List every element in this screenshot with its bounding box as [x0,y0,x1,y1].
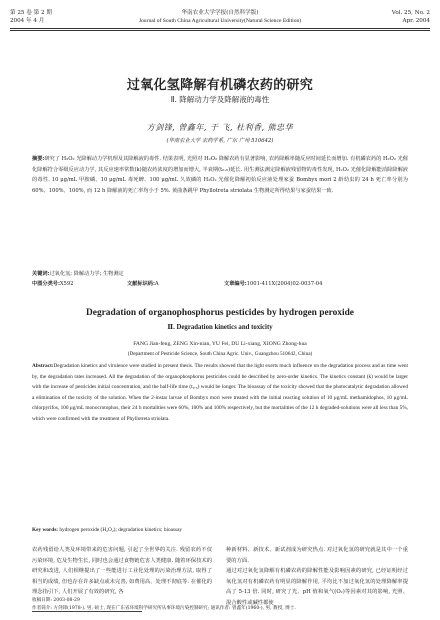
body-column-right: 种新材料、新技术、新试剂成为研究热点. 对过氧化氢的研究就是其中一个重要的方面. 通过对过氧化氢降解有机磷农药的降解性能及影响因素的研究, 已经证明经过氧化氢对有机磷农药有明显的降解作用, 平均比不加过氧化氢的处理降解率提高了 5-13 倍. 同时, 研究了光、pH 值和氧气(O₂)等因素对其的影响, 光照、混合酸性或碱性都使 [226,547,408,606]
authors-en: FANG Jian-feng, ZENG Xin-nian, YU Fei, DU Li-xiang, XIONG Zhong-hua [133,341,307,347]
authors-cn: 方剑锋, 曾鑫年, 于 飞, 杜利香, 熊忠华 [146,123,294,132]
affiliation-cn: (华南农业大学 农药学系, 广东 广州 510642) [166,138,274,144]
header-rule-thin [10,30,430,31]
affiliation-en: (Department of Pesticide Science, South China Agric. Univ., Guangzhou 510642, China) [127,351,313,357]
keywords-cn-text: 过氧化氢; 降解动力学; 生物测定 [49,271,124,277]
keywords-cn [32,270,408,278]
abstract-en-label: Abstract: [32,363,54,369]
journal-name-cn: 华南农业大学学报(自然科学版) [181,10,259,16]
volume-issue-en: Vol. 25, No. 2 [391,10,430,16]
header-rule [10,28,430,29]
journal-name-en: Journal of South China Agricultural University(Natural Science Edition) [138,18,302,24]
abstract-cn-label: 摘要: [32,156,45,162]
abstract-cn-text: 研究了 H₂O₂ 光降解动力学机理及其降解液的毒性. 结果表明, 光照对 H₂O₂ 降解农药有显著影响, 农药降解率随反应时间延长而增加. 有机磷农药的 H₂O₂ 光催化降解符合零级反应动力学, 其反应速率常数(k)随农药浓度的增加而增大, 半衰期(t₀.₅)延长. 用生测法测定降解液残留物的毒性发现, H₂O₂ 光催化降解能消除降解液的毒性. 10 μg/mL 甲胺磷、10 μg/mL 毒死蜱、100 μg/mL 久效磷的 H₂O₂ 光催化降解初始反应液处理家蚕 Bombyx mori 2 龄幼虫的 24 h 死亡率分别为 60%、100%、100%, 而 12 h 降解液的死亡率均小于 5%. 黄曲条跳甲 Phyllotreta striolata 生物测定所得结果与家蚕结果一致. [32,156,408,194]
keywords-en-label: Key words: [32,527,59,533]
paper-title-cn: 过氧化氢降解有机磷农药的研究 [126,78,314,93]
paper-subtitle-cn: Ⅱ. 降解动力学及降解液的毒性 [170,95,270,104]
clc-code: 中图分类号:X592 [32,281,74,287]
footnote-received: 收稿日期: 2003-08-29 [32,598,80,603]
paper-title-en: Degradation of organophosphorus pesticides by hydrogen peroxide [86,308,354,318]
keywords-en [32,527,408,533]
date-en: Apr. 2004 [402,18,430,24]
abstract-cn [32,154,408,196]
document-code: 文献标识码:A [127,281,159,287]
abstract-en-text: Degradation kinetics and virulence were studied in present thesis. The results showed that the light exerts much influence on the degradation process and as time went by, the degradation rates increased. All the degradation of the organophosphorus pesticides could be described by zero-order kinetics. The kinetics constant (k) would be larger with the increase of pesticides initial concentration, and the half-life time (t₀.₅) would be longer. The bioassay of the toxicity showed that the photocatalytic degradation allowed a elimination of the toxicity of the solution. When the 2-instar larvae of Bombyx mori were treated with the initial reacting solution of 10 μg/mL methamidophos, 10 μg/mL chlorpyrifos, 100 μg/mL monocrotophos, their 24 h mortalities were 60%, 100% and 100% respectively, but the mortalities of the 12 h degraded-solutions were all less than 5%, which were confirmed with the treatment of Phyllotreta striolata. [32,363,408,422]
body-column-left: 农药残留给人类及环境带来的危害问题, 引起了全世界的关注. 残留农药不仅污染环境, 危及生物生长, 同时也会通过食物链危害人类健康. 随着环保技术的研究和改进, 人们相继提出了一些能进行工业化处理的污染治理方法, 取得了相当的成绩, 但也存在许多缺点或未完善, 如费用高、处理不彻底等. 在催化的理念指引下, 人们开展了有效的研究, 各 [32,547,212,595]
classification-row [32,280,408,288]
volume-issue-cn: 第 25 卷 第 2 期 [10,10,52,16]
paper-subtitle-en: Ⅱ. Degradation kinetics and toxicity [167,324,273,331]
article-number: 文章编号:1001-411X(2004)02-0037-04 [224,281,323,287]
date-cn: 2004 年 4 月 [10,18,45,24]
footnote-author: 作者简介: 方剑锋(1978-), 男, 硕士, 现在广东省环境科学研究所从事环境污染控制研究; 通讯作者: 曾鑫年(1960-), 男, 教授, 博士. [32,606,296,611]
abstract-en [32,361,408,424]
keywords-cn-label: 关键词: [32,271,50,277]
keywords-en-text: hydrogen peroxide (H₂O₂); degradation kinetics; bioassay [59,527,183,533]
